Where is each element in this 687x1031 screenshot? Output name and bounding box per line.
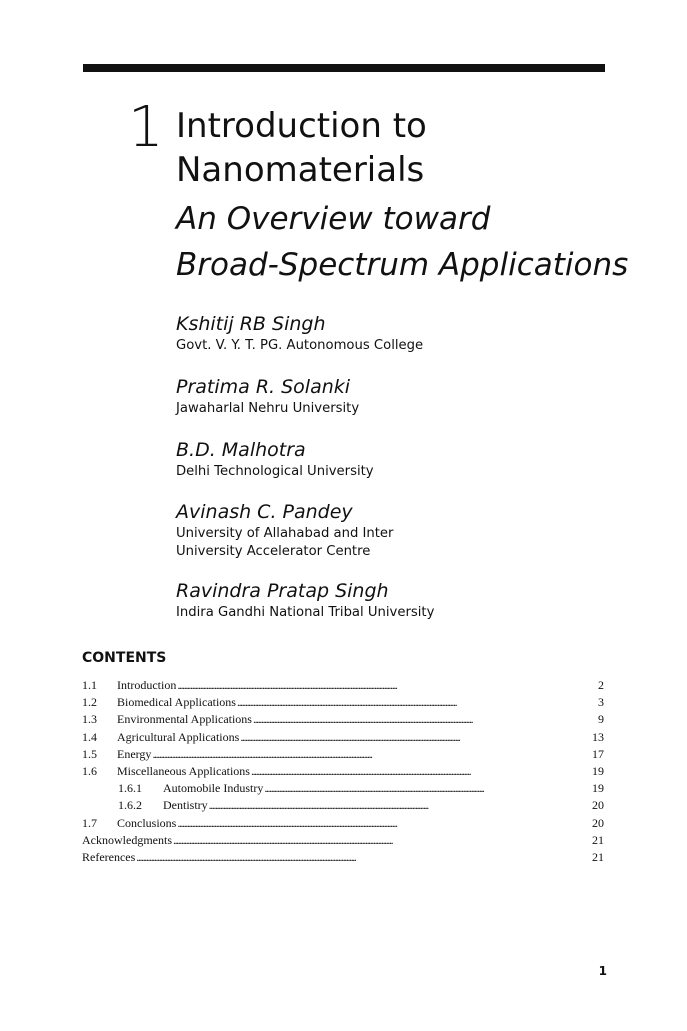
author-affiliation: University Accelerator Centre (176, 544, 371, 559)
toc-entry-number: 1.6.2 (118, 798, 142, 813)
toc-entry[interactable] (82, 797, 604, 814)
toc-leader-dots (253, 711, 597, 728)
author-affiliation: Indira Gandhi National Tribal University (176, 605, 435, 620)
author-block (176, 313, 423, 355)
chapter-title-line: Nanomaterials (176, 150, 425, 190)
page-number: 1 (598, 964, 607, 978)
author-affiliation: Govt. V. Y. T. PG. Autonomous College (176, 338, 424, 353)
chapter-title (176, 104, 427, 192)
toc-leader-dots (152, 746, 591, 763)
contents-heading: CONTENTS (82, 650, 167, 666)
toc-entry-number: 1.4 (82, 729, 97, 744)
chapter-subtitle (176, 196, 628, 288)
toc-entry-number: 1.6.1 (118, 781, 142, 796)
toc-leader-dots (136, 849, 591, 866)
author-block (176, 376, 359, 418)
toc-leader-dots (240, 729, 591, 746)
toc-entry-number: 1.2 (82, 695, 97, 710)
chapter-subtitle-line: Broad-Spectrum Applications (176, 247, 629, 283)
toc-entry-page: 21 (592, 832, 604, 847)
toc-entry[interactable] (82, 815, 604, 832)
toc-entry-page: 9 (598, 712, 604, 727)
toc-entry[interactable] (82, 677, 604, 694)
author-affiliation: Jawaharlal Nehru University (176, 401, 360, 416)
toc-entry-page: 2 (598, 678, 604, 692)
toc-leader-dots (209, 797, 591, 814)
author-name: Avinash C. Pandey (176, 501, 353, 523)
author-name: Pratima R. Solanki (176, 376, 351, 398)
toc-entry[interactable] (82, 763, 604, 780)
chapter-number: 1 (128, 95, 164, 160)
toc-entry-title: References (82, 849, 136, 864)
toc-entry-title: Dentistry (163, 798, 208, 813)
toc-leader-dots (177, 677, 597, 694)
author-name: B.D. Malhotra (176, 439, 306, 461)
toc-entry-number: 1.6 (82, 763, 97, 778)
author-name: Kshitij RB Singh (176, 313, 326, 335)
toc-entry[interactable] (82, 780, 604, 797)
author-block (176, 580, 434, 622)
toc-entry-title: Conclusions (117, 815, 177, 830)
toc-entry-number: 1.1 (82, 678, 97, 692)
author-block (176, 439, 374, 481)
toc-entry-title: Energy (117, 746, 152, 761)
toc-leader-dots (237, 694, 597, 711)
toc-entry-page: 13 (592, 729, 604, 744)
toc-leader-dots (251, 763, 591, 780)
author-block (176, 501, 393, 561)
toc-entry[interactable] (82, 746, 604, 763)
toc-entry-title: Environmental Applications (117, 712, 252, 727)
toc-entry-page: 19 (592, 763, 604, 778)
chapter-title-line: Introduction to (176, 106, 427, 146)
top-rule (83, 64, 605, 72)
toc-entry[interactable] (82, 729, 604, 746)
author-name: Ravindra Pratap Singh (176, 580, 389, 602)
toc-entry-title: Acknowledgments (82, 832, 172, 847)
toc-entry[interactable] (82, 849, 604, 866)
author-affiliation: University of Allahabad and Inter (176, 526, 394, 541)
toc-entry-title: Agricultural Applications (117, 729, 240, 744)
table-of-contents (82, 677, 604, 866)
toc-entry-page: 3 (598, 695, 604, 710)
toc-entry-number: 1.3 (82, 712, 97, 727)
toc-entry[interactable] (82, 694, 604, 711)
toc-entry[interactable] (82, 711, 604, 728)
toc-entry[interactable] (82, 832, 604, 849)
toc-entry-page: 20 (592, 798, 604, 813)
toc-entry-page: 21 (592, 849, 604, 864)
toc-entry-title: Introduction (117, 678, 177, 692)
toc-entry-title: Automobile Industry (163, 781, 264, 796)
toc-entry-page: 20 (592, 815, 604, 830)
toc-entry-page: 19 (592, 781, 604, 796)
chapter-subtitle-line: An Overview toward (176, 201, 491, 237)
toc-leader-dots (264, 780, 591, 797)
toc-leader-dots (177, 815, 591, 832)
toc-leader-dots (173, 832, 591, 849)
toc-entry-title: Biomedical Applications (117, 695, 236, 710)
toc-entry-page: 17 (592, 746, 604, 761)
author-affiliation: Delhi Technological University (176, 464, 374, 479)
toc-entry-number: 1.7 (82, 815, 97, 830)
toc-entry-title: Miscellaneous Applications (117, 763, 250, 778)
toc-entry-number: 1.5 (82, 746, 97, 761)
